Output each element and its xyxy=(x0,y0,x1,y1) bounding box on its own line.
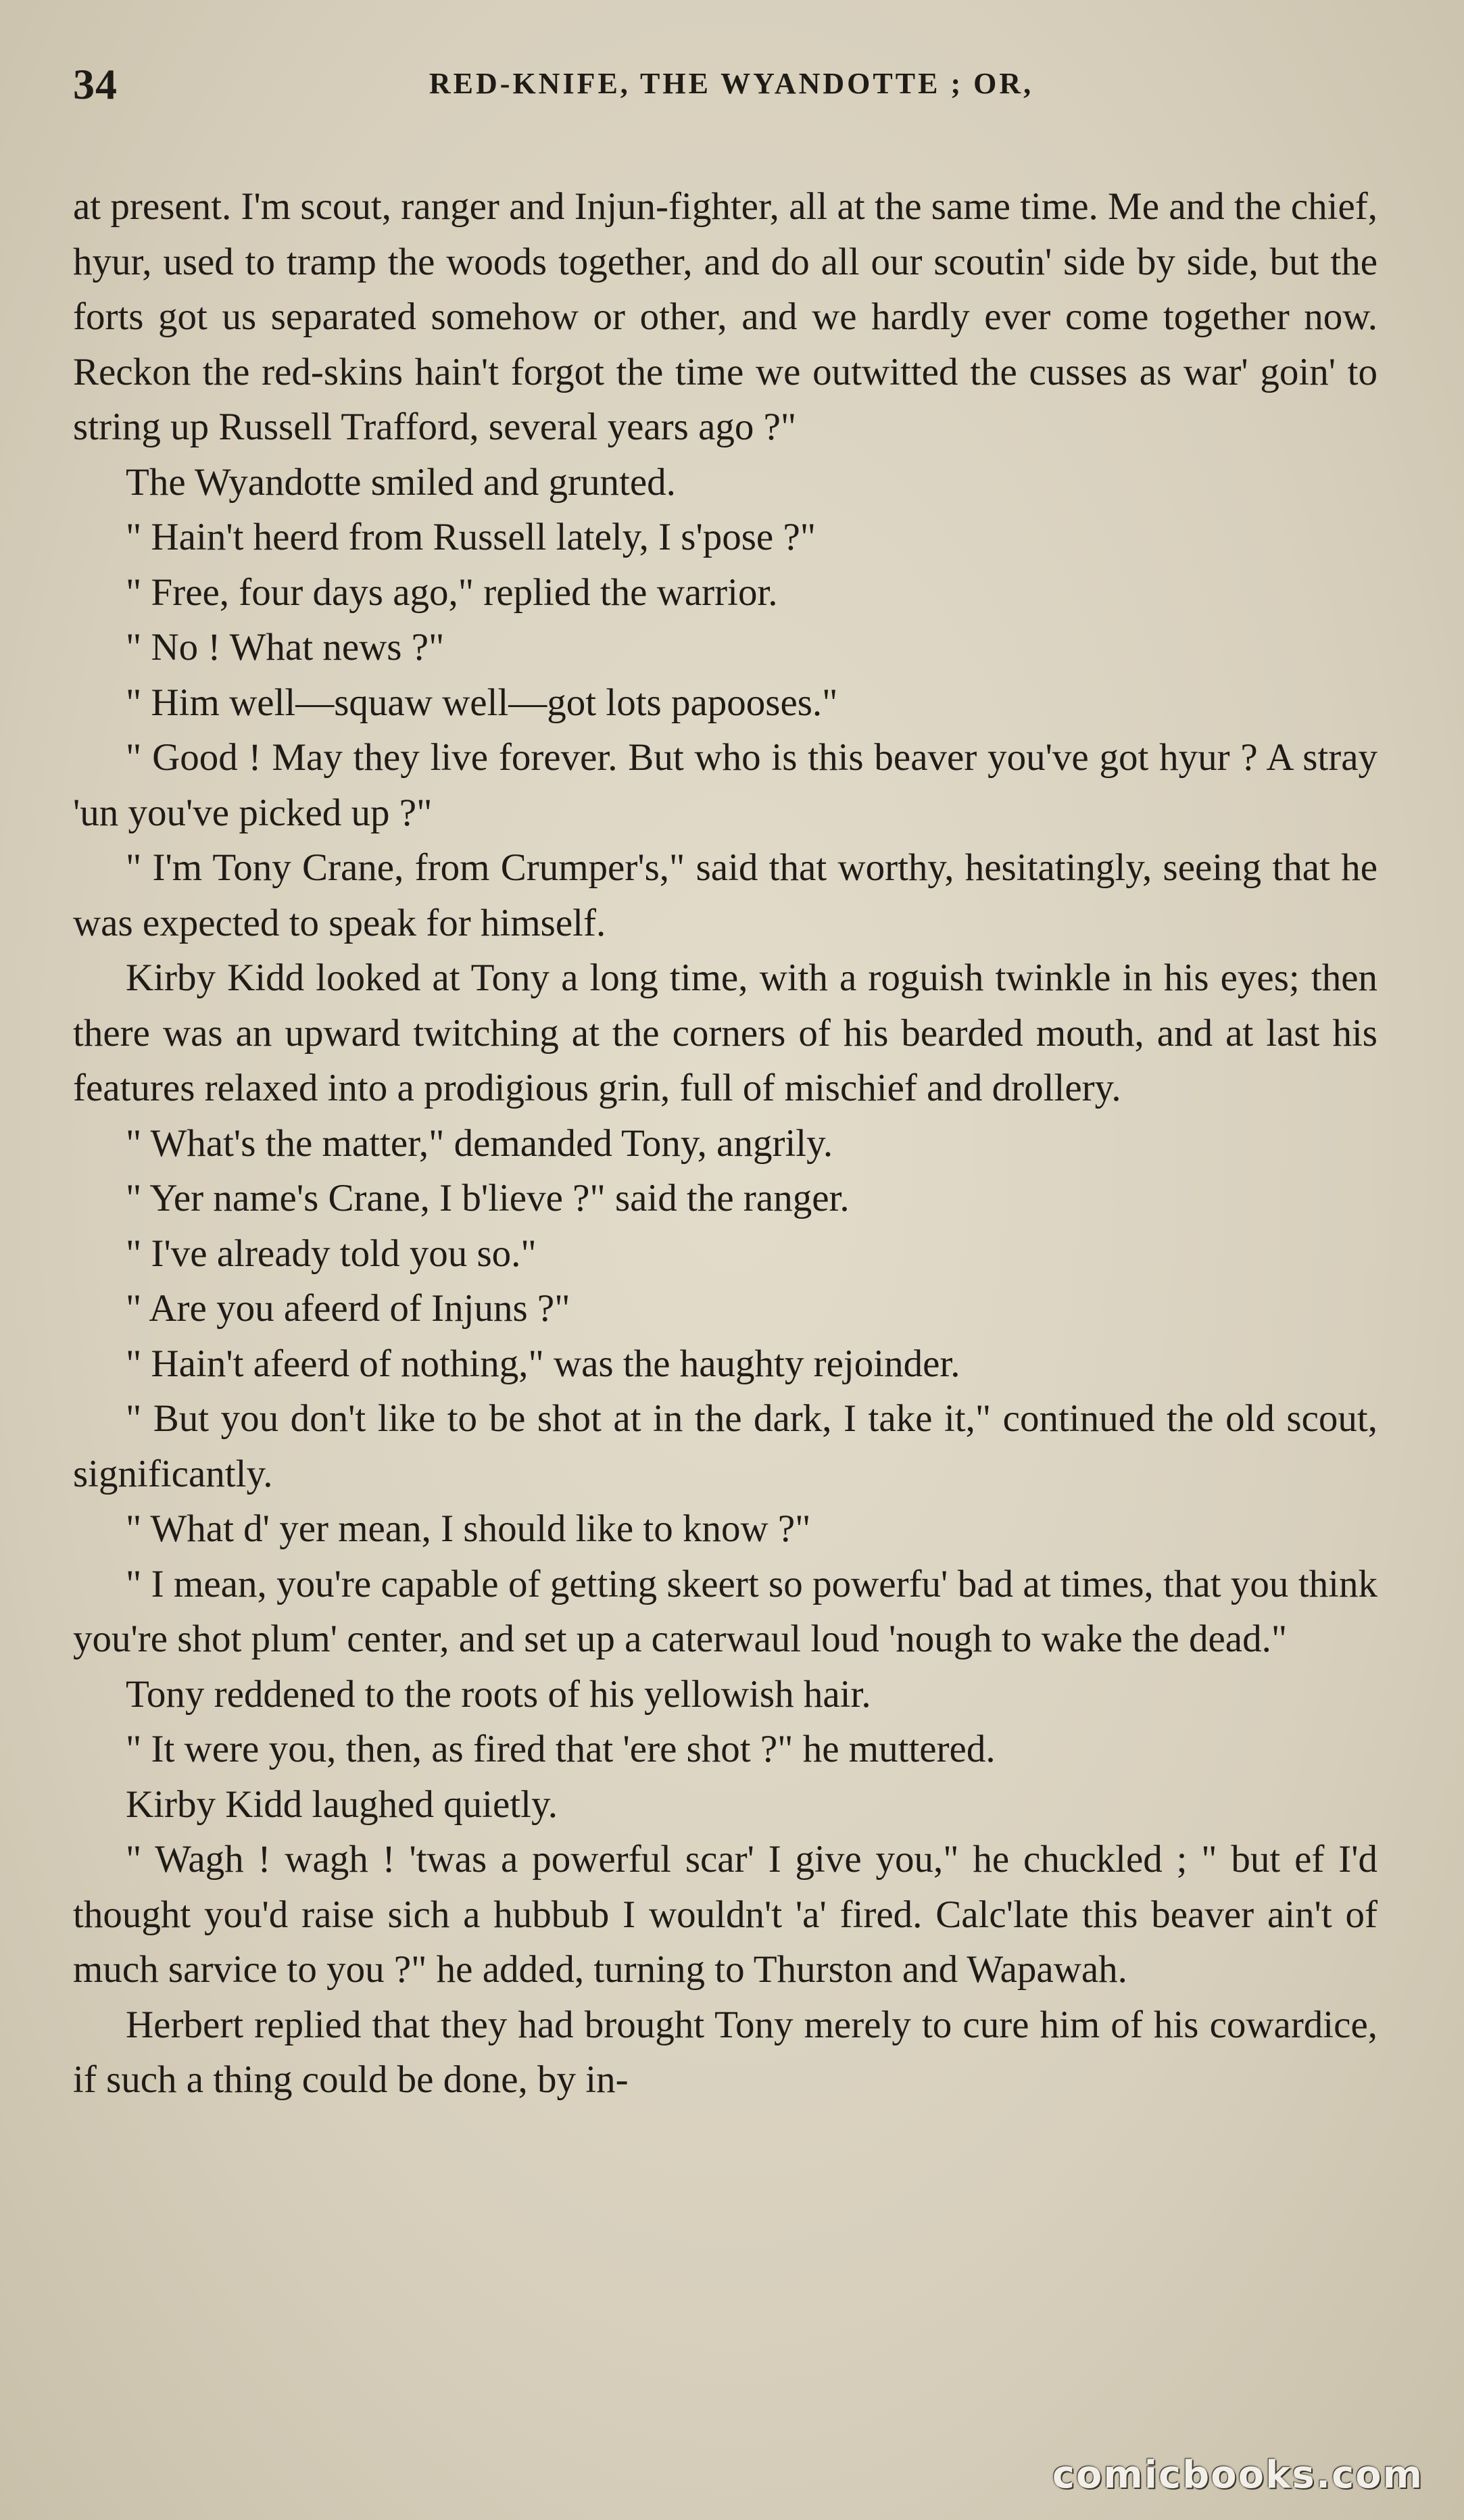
paragraph: Herbert replied that they had brought Tony merely to cure him of his cowardice, if such a thing could be done, by in- xyxy=(73,2003,1377,2101)
paragraph: " Good ! May they live forever. But who is this beaver you've got hyur ? A stray 'un you've picked up ?" xyxy=(73,736,1377,834)
paragraph: " I mean, you're capable of getting skeert so powerfu' bad at times, that you think you're shot plum' center, and set up a caterwaul loud 'nough to wake the dead." xyxy=(73,1562,1377,1660)
paragraph: " It were you, then, as fired that 'ere shot ?" he muttered. xyxy=(126,1728,996,1770)
paragraph: at present. I'm scout, ranger and Injun-fighter, all at the same time. Me and the chief, hyur, used to tramp the woods together, and do all our scoutin' side by side, but the forts got us separated somehow or other, and we hardly ever come together now. Reckon the red-skins hain't forgot the time we outwitted the cusses as war' goin' to string up Russell Trafford, several years ago ?" xyxy=(73,185,1377,448)
paragraph: Kirby Kidd looked at Tony a long time, with a roguish twinkle in his eyes; then there was an upward twitching at the corners of his bearded mouth, and at last his features relaxed into a prodigious grin, full of mischief and drollery. xyxy=(73,956,1377,1109)
paragraph: " I'm Tony Crane, from Crumper's," said that worthy, hesitatingly, seeing that he was expected to speak for himself. xyxy=(73,846,1377,944)
paragraph: " Hain't afeerd of nothing," was the haughty rejoinder. xyxy=(126,1342,960,1385)
paragraph: " What d' yer mean, I should like to know ?" xyxy=(126,1507,811,1550)
paragraph: Tony reddened to the roots of his yellowish hair. xyxy=(126,1672,871,1716)
body-text xyxy=(73,179,1377,2108)
paragraph: " Free, four days ago," replied the warrior. xyxy=(126,571,778,614)
paragraph: " Yer name's Crane, I b'lieve ?" said the ranger. xyxy=(126,1177,850,1219)
paragraph: " Him well—squaw well—got lots papooses." xyxy=(126,681,838,724)
paragraph: " Hain't heerd from Russell lately, I s'pose ?" xyxy=(126,516,816,558)
paragraph: " What's the matter," demanded Tony, angrily. xyxy=(126,1121,833,1165)
page-header xyxy=(73,59,1363,120)
paragraph: " Wagh ! wagh ! 'twas a powerful scar' I give you," he chuckled ; " but ef I'd thought you'd raise sich a hubbub I wouldn't 'a' fired. Calc'late this beaver ain't of much sarvice to you ?" he added, turning to Thurston and Wapawah. xyxy=(73,1838,1377,1991)
page-number: 34 xyxy=(73,60,118,108)
paragraph: " But you don't like to be shot at in the dark, I take it," continued the old scout, significantly. xyxy=(73,1397,1377,1495)
paragraph: " No ! What news ?" xyxy=(126,626,445,669)
paragraph: " I've already told you so." xyxy=(126,1232,537,1275)
watermark: comicbooks.com xyxy=(1052,2453,1423,2497)
paragraph: The Wyandotte smiled and grunted. xyxy=(126,460,676,504)
running-title: RED-KNIFE, THE WYANDOTTE ; OR, xyxy=(429,67,1034,100)
paragraph: Kirby Kidd laughed quietly. xyxy=(126,1783,558,1826)
paragraph: " Are you afeerd of Injuns ?" xyxy=(126,1287,570,1330)
